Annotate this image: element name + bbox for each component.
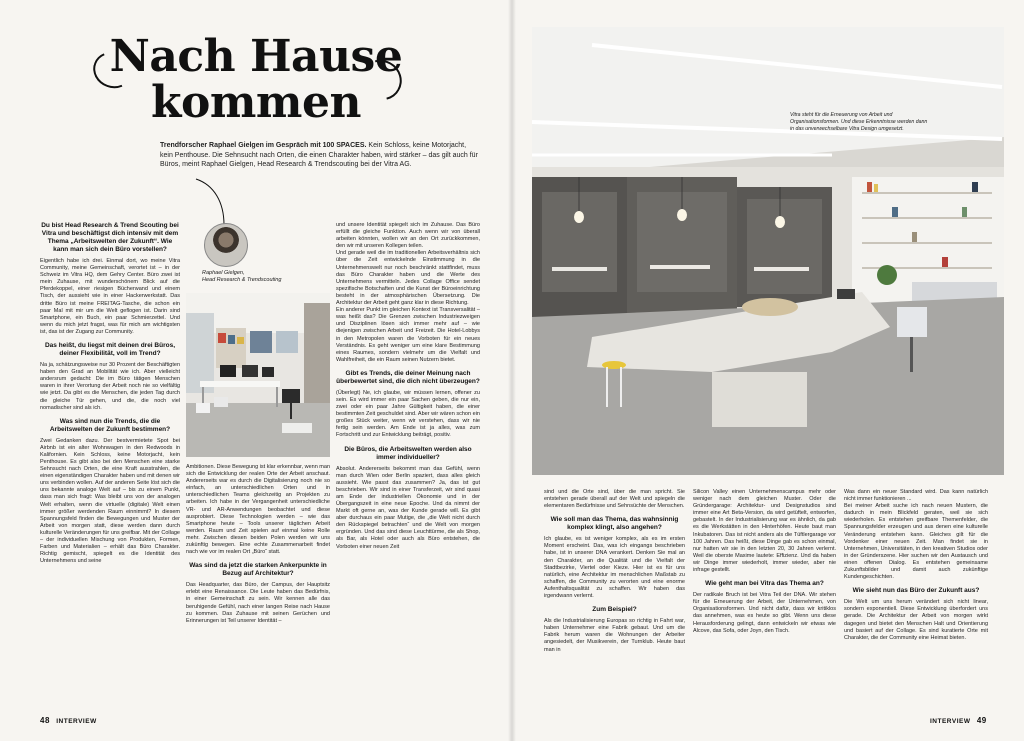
answer-paragraph: Absolut. Andererseits bekommt man das Gefühl, wenn man durch Wien oder Berlin spaziert, dass alles gleich aussieht. Wie passt das zusammen? Ja, das ist gut beschrieben. Wir sind in einer Transferzeit, wir sind quasi am Ende der industriellen Ökonomie und in der Übergangszeit in eine neue Epoche. Und da nimmt der Markt oft gerne an, was der Kunde gerade will. Es gibt aber durchaus ein paar Mutige, die „die Welt nicht durch den Rückspiegel betrachten“ und die Welt von morgen ergründen. Und das sind diese Leuchttürme, die als Shop, als Bar, als Hotel oder auch als Büro entstehen, die Vorboten einer neuen Zeit [336,465,480,550]
question-heading: Was sind da jetzt die starken Ankerpunkte in Bezug auf Architektur? [189,562,327,578]
question-heading: Die Büros, die Arbeitswelten werden also immer individueller? [344,445,472,461]
answer-paragraph: Der radikale Bruch ist bei Vitra Teil der DNA. Wir stehen für die Erneuerung der Arbeit, der Unternehmen, von Organisationsformen. Und nicht dafür, dass wir kritiklos das annehmen, was es heute so gibt. Wenn uns diese Herausforderung gelingt, dann entwickeln wir etwas wie Alcove, das Sofa, oder Joyn, den Tisch. [693,592,836,634]
answer-paragraph: Als die Industrialisierung Europas so richtig in Fahrt war, haben Unternehmer eine Fabrik gebaut. Und um die Fabrik herum waren die Wohnungen der Arbeiter angesiedelt, der Musikverein, der Turnklub. Heute baut man in [544,618,685,653]
footer-left [40,716,97,725]
article-title [96,31,416,128]
portrait-connector-line [194,177,234,227]
answer-paragraph: Silicon Valley einen Unternehmenscampus mehr oder weniger nach dem gleichen Muster. Oder die Gründergarage: Architektur- und Designstudios sind immer eine Art Beta-Version, da wird getüftelt, entworfen, gebastelt. In der Industrialisierung war es ähnlich, da gab es die Werkstätten in den Hinterhöfen. Heute baut man Inkubatoren. Das ist nicht anders als die Tüftlergarage vor 100 Jahren. Das heißt, diese Dinge gab es schon einmal, nur hatten wir sie in den letzten 20, 30 Jahren verlernt. Weil die oberste Maxime lautete: Effizienz. Und da haben wir Dinge immer wiederholt, immer wieder, aber nie infrage gestellt. [693,489,836,574]
question-heading: Was sind nun die Trends, die die Arbeitswelten der Zukunft bestimmen? [49,417,171,433]
portrait-caption-name: Raphael Gielgen, [202,270,245,276]
answer-paragraph: Na ja, schätzungsweise nur 30 Prozent der Beschäftigten haben den Grad an Mobilität wie ich. Aber vielleicht andersrum gedacht: Die im Büro tätigen Menschen waren in ihrer Verortung der Arbeit noch nie so vielfältig wie jetzt. Da gibt es die Menschen, die jeden Tag durch die gleiche Tür gehen, und die, die noch viel nomadischer sind als ich. [40,362,180,411]
answer-paragraph: Eigentlich habe ich drei. Einmal dort, wo meine Vitra Community, meine Gemeinschaft, verortet ist – in der Schweiz im Vitra HQ, dem Gehry Center. Büro zwei ist mein Zuhause, mit wunderschönem Blick auf die Pferdekoppel, einer riesigen Bücherwand und einem Tisch, der aussieht wie in einer Hackerwerkstatt. Das dritte Büro ist meine FREITAG-Tasche, die schon ein paar Mal mit mir um die Welt geflogen ist. Darin sind Smartphone, ein Buch, ein paar Schmierzettel. Und wenn du mich jetzt fragst, was für mich am wichtigsten ist, das ist der Zugang zur Community. [40,258,180,335]
question-heading: Wie soll man das Thema, das wahnsinnig komplex klingt, also angehen? [550,516,679,532]
right-column-2 [693,489,836,699]
page-number-left: 48 [40,716,50,725]
answer-paragraph: Was dann ein neuer Standard wird. Das kann natürlich nicht immer funktionieren ... [844,489,988,503]
portrait-caption [202,270,302,284]
lead-bold: Trendforscher Raphael Gielgen im Gespräch mit 100 SPACES. [160,142,367,149]
left-column-3 [336,222,480,692]
question-heading: Das heißt, du liegst mit deinen drei Büros, deiner Flexibilität, voll im Trend? [44,342,176,358]
answer-paragraph: Zwei Gedanken dazu. Der bestvermietete Spot bei Airbnb ist ein alter Wohnwagen in den Redwoods in Kalifornien. Kein Schloss, keine Motorjacht, kein Penthouse. Es gibt also bei den Menschen eine starke Sehnsucht nach Orten, die eine Kraft ausstrahlen, die einen eigenständigen Charakter haben und mit denen wir uns verbinden wollen. Auf der anderen Seite löst sich die uns bekannte analoge Welt auf – bis zu einem Punkt, dass man sich fragt: Was bleibt uns von der analogen Welt erhalten, wenn die virtuelle (digitale) Welt einen immer größer werdenden Raum einnimmt? In diesem Spannungsfeld finden die Bewegungen und Muster der Arbeit von morgen statt, diese werden dann durch kulturelle Veränderungen für uns greifbar. Mit der Collage – der individuellen Mischung von Produkten, Formen, Farben und Materialien – erhält das Büro Charakter. Richtig gemischt, spiegelt es die Identität des Unternehmens und seine [40,437,180,565]
question-heading: Wie geht man bei Vitra das Thema an? [705,580,824,588]
right-column-3 [844,489,988,699]
lead-text: Kein Schloss, keine Motorjacht, kein Penthouse. Die Sehnsucht nach Orten, die einen Charakter haben, wird stärker – das gilt auch für Büros, meint Raphael Gielgen, Head Research & Trendscouting bei der Vitra AG. [160,142,478,168]
page-number-right: 49 [976,716,987,725]
answer-paragraph: Das Headquarter, das Büro, der Campus, der Hauptsitz erlebt eine Renaissance. Die Leute haben das Bedürfnis, in einer Gemeinschaft zu sein. Wir kennen alle das beruhigende Gefühl, nach einer langen Reise nach Hause zu kommen. Das Zuhause mit seinen Gerüchen und Erinnerungen ist Teil unserer Identität – [186,582,330,624]
answer-paragraph: Ambitionen. Diese Bewegung ist klar erkennbar, wenn man sich die Entwicklung der realen Orte der Arbeit anschaut. Andererseits war es durch die Digitalisierung noch nie so einfach, an unterschiedlichen Orten und in unterschiedlichen Teams gleichzeitig an Projekten zu arbeiten. Ich habe in der Vergangenheit unterschiedliche VR- und AR-Anwendungen beobachtet und diese ausprobiert. Diese Technologien werden – wie das Smartphone heute – Tools unserer täglichen Arbeit werden. Raum und Zeit spielen auf einmal keine Rolle mehr. Zwischen diesen beiden Polen werden wir uns zukünftig bewegen. Eine echte Zusammenarbeit findet nach wie vor im realen Ort „Büro“ statt. [186,464,330,556]
hero-caption: Vitra steht für die Erneuerung von Arbeit und Organisationsformen. Und diese Erkenntnisse werden dann in das unverwechselbare Vitra Design umgesetzt. [790,112,928,132]
answer-paragraph: Und gerade weil die im traditionellen Arbeitsverhältnis sich über die Zeit entwickelnde Einstimmung in die Unternehmenswelt nur noch beschränkt stattfindet, muss das Büro Charakter haben und die Werte des Unternehmens vermitteln. Jedes Collage Office sendet spezifische Botschaften und die Kunst der Büroeinrichtung besteht in der atmosphärischen Übersetzung. Die Architektur der Arbeit geht ganz klar in diese Richtung. [336,250,480,307]
answer-paragraph: sind und die Orte sind, über die man spricht. Sie entstehen gerade überall auf der Welt und spiegeln die elementaren Bedürfnisse und Sehnsüchte der Menschen. [544,489,685,510]
hero-photo [532,27,1004,475]
portrait-caption-role: Head Research & Trendscouting [202,277,282,283]
section-label-left: INTERVIEW [56,718,97,725]
question-heading: Gibt es Trends, die deiner Meinung nach überbewertet sind, die dich nicht überzeugen? [336,369,480,385]
article-lead [160,141,480,170]
answer-paragraph: Die Welt um uns herum verändert sich nicht linear, sondern exponentiell. Diese Entwicklung überfordert uns gerade. Die Architektur der Arbeit von morgen wirkt dagegen und bietet den Menschen Halt und Orientierung und basiert auf der Collage. Es sind kuratierte Orte mit Charakter, die der Community eine Heimat bieten. [844,599,988,641]
answer-paragraph: Ich glaube, es ist weniger komplex, als es im ersten Moment erscheint. Das, was ich eingangs beschrieben habe, ist in unserer DNA verankert. Denken Sie mal an den Charakter, an die Qualität und die Vielfalt der Stadtbezirke, Viertel oder Kieze. Hier ist es für uns natürlich, eine Architektur im menschlichen Maßstab zu schaffen, die Community zu verorten und eine enorme Aufenthaltsqualität zu schaffen. Wir haben das irgendwann verlernt. [544,536,685,600]
left-column-2 [186,464,330,694]
right-column-1 [544,489,685,699]
left-column-1 [40,222,180,690]
title-line-1: Nach Hause [109,31,403,82]
portrait-photo [204,223,248,267]
title-line-2: kommen [151,77,361,128]
answer-paragraph: Ein anderer Punkt im gleichen Kontext ist Transversalität – was heißt das? Die Grenzen zwischen Industriezweigen und Disziplinen lösen sich immer mehr auf – wie diejenigen zwischen Arbeit und Freizeit. Die Hotel-Lobbys in den Metropolen waren die Vorboten für ein neues Verständnis. Es geht weniger um eine klare Bestimmung eines Raumes, sondern vielmehr um die Vielfalt und Wahlfreiheit, die ein Raum seinen Nutzern bietet. [336,307,480,363]
footer-right [930,716,987,725]
page-gutter [508,0,516,741]
question-heading: Zum Beispiel? [592,606,637,614]
question-heading: Du bist Head Research & Trend Scouting bei Vitra und beschäftigst dich intensiv mit dem Thema „Arbeitswelten der Zukunft“. Wie kann man sich dein Büro vorstellen? [41,222,179,253]
answer-paragraph: und unsere Identität spiegelt sich im Zuhause. Das Büro erfüllt die gleiche Funktion. Auch wenn wir von überall arbeiten könnten, wollen wir an den Ort zurückkommen, den wir mit unseren Kollegen teilen. [336,222,480,250]
section-label-right: INTERVIEW [930,718,971,725]
office-photo [186,293,330,457]
question-heading: Wie sieht nun das Büro der Zukunft aus? [852,587,980,595]
answer-paragraph: (Überlegt) Ne, ich glaube, wir müssen lernen, offener zu sein. Es wird immer ein paar Sachen geben, die nur ein, zwei oder ein paar Jahre Gültigkeit haben, die einer bestimmten Zeit geschuldet sind. Aber wir wären schon ein großes Stück weiter, wenn wir verstehen, dass wir nie fertig sein werden. Am Ende ist ja alles, was zum Fortschritt und zur Entwicklung beiträgt, positiv. [336,389,480,439]
answer-paragraph: Bei meiner Arbeit suche ich nach neuen Mustern, die dadurch in mein Blickfeld geraten, weil sie sich wiederholen. Es entstehen greifbare Themenfelder, die Spannungsfelder erzeugen und aus denen eine kulturelle Veränderung entstehen kann. Gleiches gilt für die Vordenker einer neuen Zeit. Man findet sie in Unternehmen, Universitäten, in den kreativen Studios oder in der Gründerszene. Hier suchen wir den Austausch und einen offenen Dialog. Es entstehen gemeinsame Zukunftsbilder und damit auch zukünftige Kundengeschichten. [844,503,988,581]
